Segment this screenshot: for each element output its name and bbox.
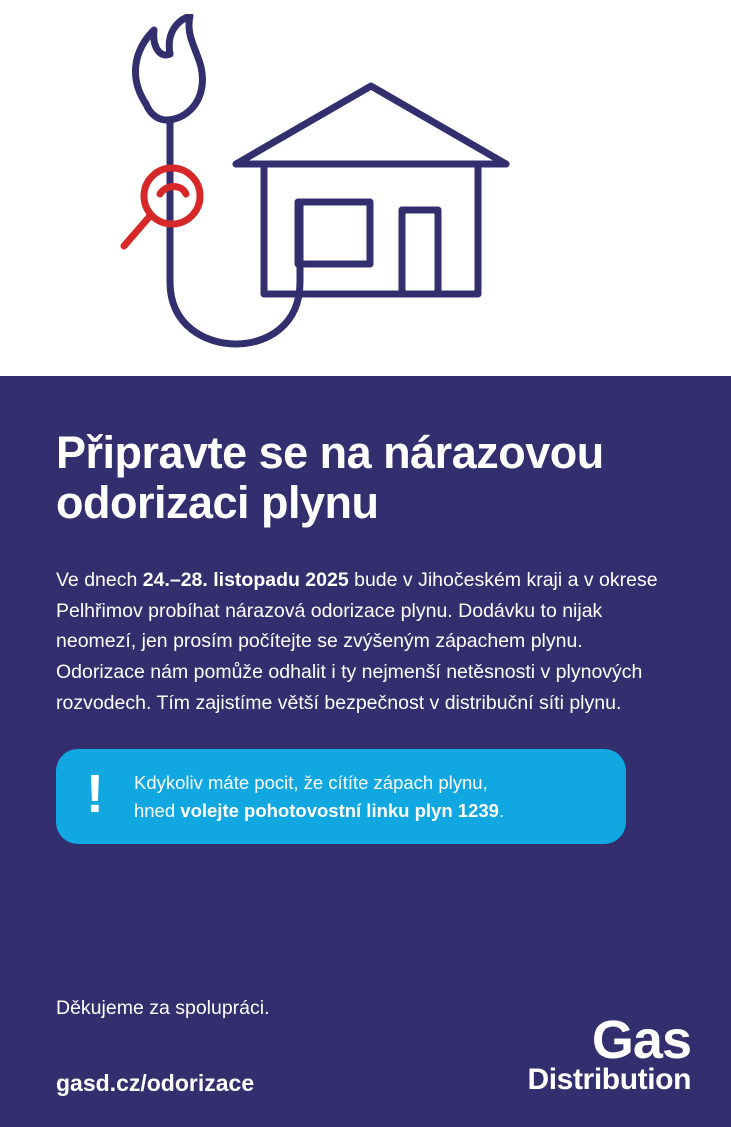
alert-line2-suffix: .: [498, 799, 505, 821]
alert-line1: Kdykoliv máte pocit, že cítíte zápach plynu,: [133, 771, 488, 793]
brand-logo: [527, 1010, 691, 1097]
paragraph-dates: 24.–28. listopadu 2025: [142, 568, 349, 591]
alert-line2-prefix: hned: [133, 799, 181, 821]
thanks-text: Děkujeme za spolupráci.: [56, 996, 270, 1019]
logo-main-text: Gas: [591, 1010, 691, 1070]
alert-text: [134, 769, 504, 825]
flame-icon: [135, 16, 202, 120]
alert-emergency-line: volejte pohotovostní linku plyn 1239: [180, 799, 499, 821]
website-url[interactable]: gasd.cz/odorizace: [56, 1070, 255, 1096]
paragraph-part1: Ve dnech: [56, 568, 143, 591]
exclamation-icon: !: [86, 764, 104, 825]
magnifier-icon: [124, 168, 200, 246]
house-icon: [236, 86, 506, 294]
content-panel: [0, 376, 731, 1127]
body-paragraph: [56, 565, 675, 719]
alert-box: [56, 749, 626, 845]
pipe-curve: [170, 120, 300, 344]
paragraph-part2: bude v Jihočeském kraji a v okrese Pelhřimov probíhat nárazová odorizace plynu. Dodávku to nijak neomezí, jen prosím počítejte se zvýšeným zápachem plynu. Odorizace nám pomůže odhalit i ty nejmenší netěsnosti v plynových rozvodech. Tím zajistíme větší bezpečnost v distribuční síti plynu.: [56, 568, 658, 714]
page-title: Připravte se na nárazovou odorizaci plynu: [56, 427, 604, 529]
footer: [56, 995, 691, 1097]
logo-sub-text: Distribution: [527, 1063, 691, 1096]
footer-left: [56, 995, 270, 1097]
illustration-area: [0, 0, 731, 376]
gas-flame-house-magnifier-icon: [86, 14, 646, 374]
